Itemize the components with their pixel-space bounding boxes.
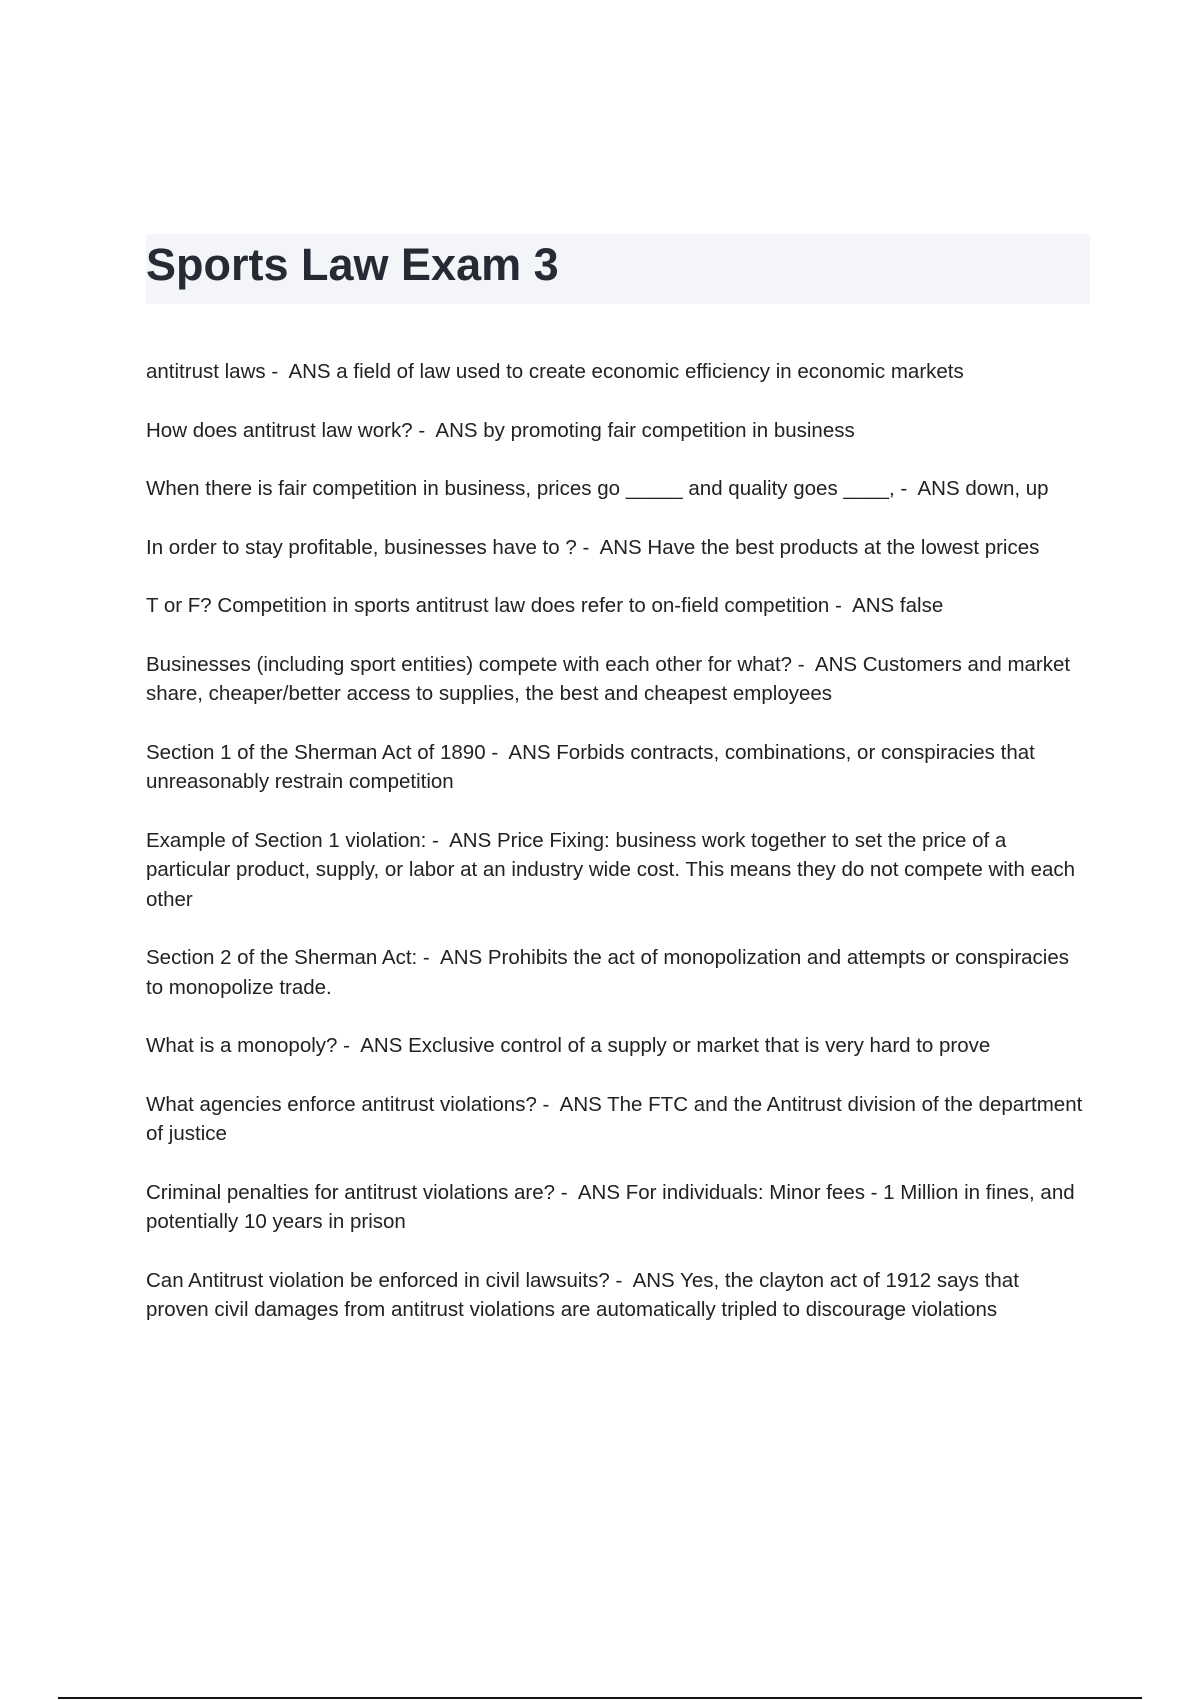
question-text: What is a monopoly? — [146, 1034, 338, 1057]
qa-separator: - — [536, 1092, 560, 1116]
qa-item — [146, 591, 1086, 621]
qa-separator: - — [609, 1268, 633, 1292]
qa-item — [146, 943, 1086, 1002]
qa-item — [146, 1178, 1086, 1237]
qa-separator: - — [555, 1180, 578, 1204]
qa-item — [146, 533, 1086, 563]
answer-text: ANS Yes, the clayton act of 1912 says that proven civil damages from antitrust violations are automatically tripled to discourage violations — [146, 1268, 1019, 1321]
question-text: T or F? Competition in sports antitrust law does refer to on-field competition — [146, 594, 830, 617]
qa-separator: - — [894, 477, 918, 500]
qa-separator: - — [792, 652, 815, 676]
qa-separator: - — [829, 594, 853, 617]
question-text: How does antitrust law work? — [146, 418, 413, 442]
qa-list — [146, 357, 1086, 1354]
answer-text: ANS by promoting fair competition in business — [435, 418, 855, 442]
qa-item — [146, 474, 1086, 504]
question-text: Section 2 of the Sherman Act: — [146, 946, 418, 969]
qa-item — [146, 357, 1086, 387]
page-title: Sports Law Exam 3 — [146, 239, 559, 290]
question-text: Can Antitrust violation be enforced in civil lawsuits? — [146, 1268, 610, 1292]
answer-text: ANS Have the best products at the lowest prices — [599, 535, 1040, 559]
qa-separator: - — [417, 946, 441, 969]
answer-text: ANS Exclusive control of a supply or market that is very hard to prove — [360, 1034, 991, 1057]
qa-item — [146, 738, 1086, 797]
qa-separator: - — [485, 740, 509, 764]
title-banner — [146, 234, 1090, 304]
qa-separator: - — [426, 828, 450, 852]
qa-item — [146, 650, 1086, 709]
footer-rule — [58, 1697, 1142, 1699]
qa-item — [146, 416, 1086, 446]
answer-text: ANS Forbids contracts, combinations, or conspiracies that unreasonably restrain competition — [146, 740, 1035, 793]
qa-item — [146, 826, 1086, 915]
question-text: Example of Section 1 violation: — [146, 828, 427, 852]
qa-separator: - — [265, 360, 289, 383]
answer-text: ANS Prohibits the act of monopolization and attempts or conspiracies to monopolize trade. — [146, 946, 1070, 999]
answer-text: ANS false — [852, 594, 944, 617]
qa-separator: - — [412, 418, 436, 442]
question-text: antitrust laws — [146, 360, 266, 383]
question-text: In order to stay profitable, businesses have to ? — [146, 535, 577, 559]
question-text: Criminal penalties for antitrust violations are? — [146, 1180, 556, 1204]
qa-item — [146, 1031, 1086, 1061]
answer-text: ANS Price Fixing: business work together to set the price of a particular product, supply, or labor at an industry wide cost. This means they do not compete with each other — [146, 828, 1076, 911]
answer-text: ANS Customers and market share, cheaper/better access to supplies, the best and cheapest employees — [146, 652, 1071, 705]
answer-text: ANS a field of law used to create economic efficiency in economic markets — [288, 360, 964, 383]
qa-item — [146, 1266, 1086, 1325]
answer-text: ANS The FTC and the Antitrust division of the department of justice — [146, 1092, 1083, 1145]
question-text: What agencies enforce antitrust violations? — [146, 1092, 537, 1116]
answer-text: ANS down, up — [917, 477, 1049, 500]
qa-item — [146, 1090, 1086, 1149]
qa-separator: - — [337, 1034, 361, 1057]
question-text: When there is fair competition in business, prices go _____ and quality goes ____, — [146, 477, 895, 500]
qa-separator: - — [576, 535, 600, 559]
answer-text: ANS For individuals: Minor fees - 1 Million in fines, and potentially 10 years in prison — [146, 1180, 1075, 1233]
question-text: Businesses (including sport entities) compete with each other for what? — [146, 652, 793, 676]
question-text: Section 1 of the Sherman Act of 1890 — [146, 740, 486, 764]
